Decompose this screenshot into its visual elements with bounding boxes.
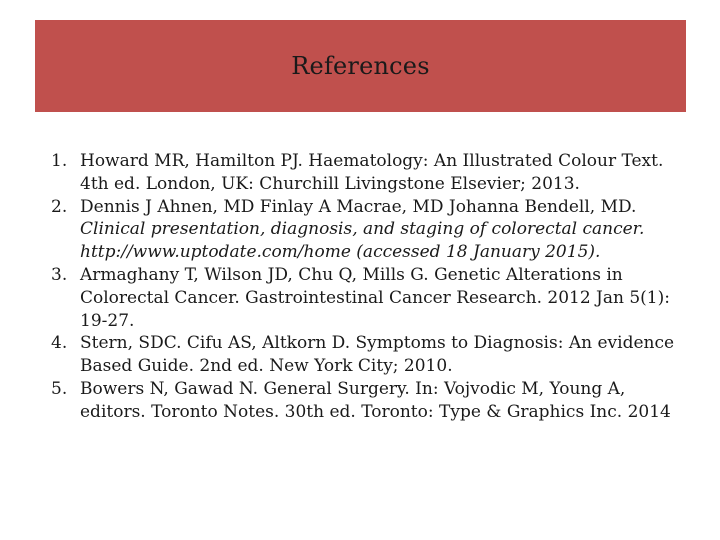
reference-text: Howard MR, Hamilton PJ. Haematology: An Illustrated Colour Text. 4th ed. London, UK: Churchill Livingstone Elsevier; 2013.	[80, 151, 664, 194]
reference-item	[40, 378, 680, 424]
reference-item	[40, 196, 680, 264]
reference-number: 4.	[51, 333, 68, 354]
reference-authors: Dennis J Ahnen, MD Finlay A Macrae, MD Johanna Bendell, MD.	[80, 196, 637, 217]
reference-item	[40, 150, 680, 196]
title-banner	[35, 20, 686, 112]
reference-number: 3.	[51, 264, 68, 285]
reference-list	[40, 150, 680, 424]
reference-number: 5.	[51, 378, 68, 399]
reference-number: 2.	[51, 196, 68, 217]
reference-title-italic: Clinical presentation, diagnosis, and staging of colorectal cancer. http://www.uptodate.com/home (accessed 18 January 2015).	[80, 219, 645, 263]
page-title: References	[291, 52, 430, 80]
reference-item	[40, 264, 680, 332]
reference-text: Armaghany T, Wilson JD, Chu Q, Mills G. Genetic Alterations in Colorectal Cancer. Gastrointestinal Cancer Research. 2012 Jan 5(1): 19-27.	[80, 264, 670, 331]
reference-number: 1.	[51, 151, 68, 171]
reference-text	[80, 197, 644, 263]
reference-text: Bowers N, Gawad N. General Surgery. In: Vojvodic M, Young A, editors. Toronto Notes. 30th ed. Toronto: Type & Graphics Inc. 2014	[80, 378, 671, 422]
reference-item	[40, 332, 680, 378]
reference-text: Stern, SDC. Cifu AS, Altkorn D. Symptoms to Diagnosis: An evidence Based Guide. 2nd ed. New York City; 2010.	[80, 333, 675, 377]
